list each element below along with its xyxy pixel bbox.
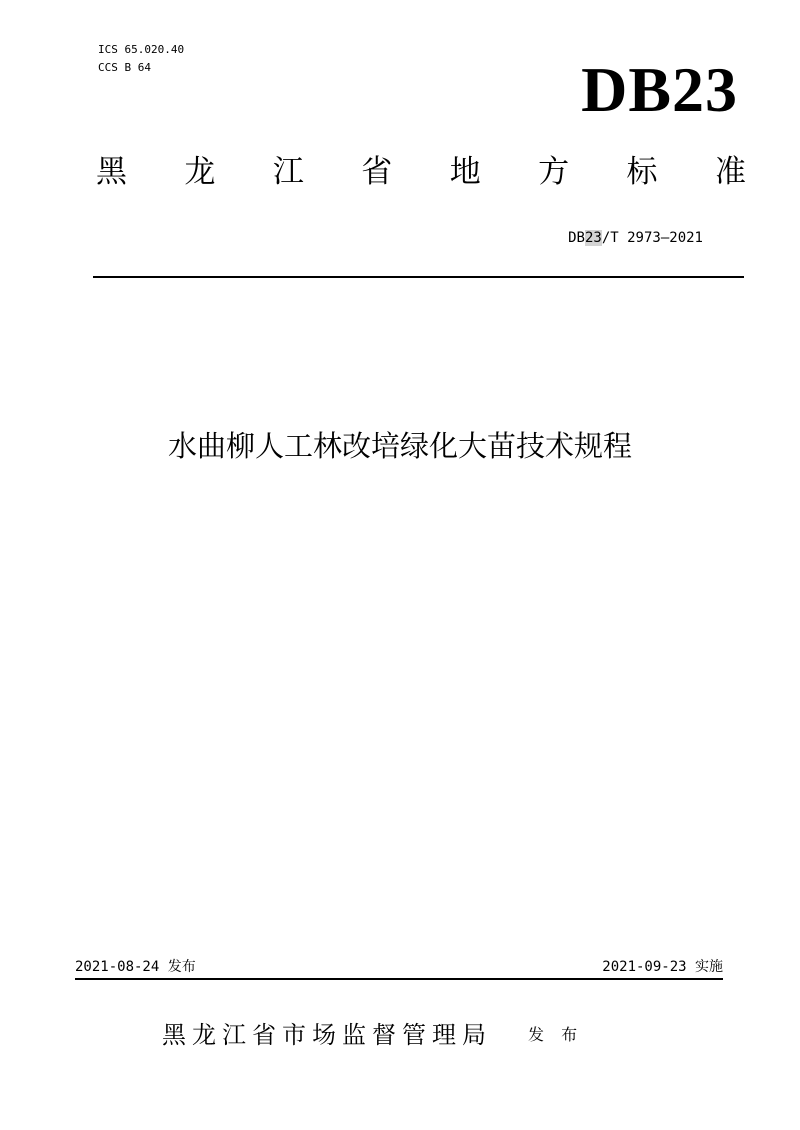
date-row [75,958,723,976]
code-highlight: 23 [584,230,602,246]
standard-type-char: 龙 [184,154,216,190]
standard-type-char: 方 [538,154,570,190]
document-title: 水曲柳人工林改培绿化大苗技术规程 [167,429,632,463]
standard-type-char: 江 [272,154,304,190]
publisher-name: 黑龙江省市场监督管理局 [162,1021,492,1049]
code-prefix: DB [568,230,585,246]
standard-type-char: 地 [449,154,481,190]
standard-type-char: 标 [626,154,658,190]
standard-type-heading [96,152,746,192]
classification-codes [98,41,184,77]
publisher-row [162,1019,583,1051]
header-divider [93,276,744,278]
standard-code [568,229,703,247]
footer-divider [75,978,723,980]
standard-type-char: 黑 [96,154,127,190]
release-date: 2021-08-24 发布 [75,959,196,975]
standard-logo: DB23 [581,54,738,125]
ics-code: ICS 65.020.40 [98,43,185,56]
publish-word: 发 布 [528,1025,584,1044]
effective-date: 2021-09-23 实施 [602,959,723,975]
standard-type-char: 准 [714,154,746,190]
code-rest: /T 2973—2021 [601,230,703,246]
standard-type-char: 省 [361,154,393,190]
ccs-code: CCS B 64 [98,61,151,74]
